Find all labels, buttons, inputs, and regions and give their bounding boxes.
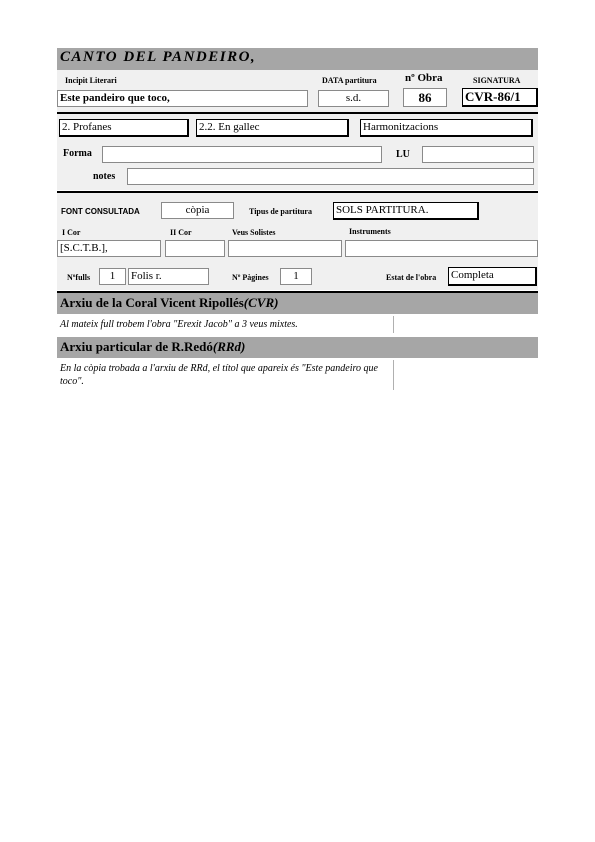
tipus-field[interactable]: SOLS PARTITURA. (333, 202, 479, 220)
lu-field[interactable] (422, 146, 534, 163)
forma-field[interactable] (102, 146, 382, 163)
font-consultada-field[interactable]: còpia (161, 202, 234, 219)
icor-field[interactable]: [S.C.T.B.], (57, 240, 161, 257)
forma-label: Forma (63, 148, 92, 159)
estat-field[interactable]: Completa (448, 267, 537, 286)
instruments-field[interactable] (345, 240, 538, 257)
archive-cvr-note: Al mateix full trobem l'obra "Erexit Jacob" a 3 veus mixtes. (60, 319, 298, 330)
archive-rrd-code: (RRd) (212, 339, 246, 354)
npag-field[interactable]: 1 (280, 268, 312, 285)
font-consultada-label: FONT CONSULTADA (61, 207, 140, 216)
archive-cvr-name: Arxiu de la Coral Vicent Ripollés (60, 295, 244, 310)
archive-rrd-divider (393, 360, 394, 390)
incipit-label: Incipit Literari (65, 76, 117, 85)
archive-rrd-note: En la còpia trobada a l'arxiu de RRd, el títol que apareix és "Este pandeiro que toco". (60, 363, 378, 387)
notes-field[interactable] (127, 168, 534, 185)
icor-label: I Cor (62, 228, 81, 237)
veus-field[interactable] (228, 240, 342, 257)
veus-label: Veus Solistes (232, 228, 276, 237)
incipit-field[interactable]: Este pandeiro que toco, (57, 90, 308, 107)
obra-label: nº Obra (405, 72, 443, 84)
category-3-field[interactable]: Harmonitzacions (360, 119, 533, 137)
signatura-field[interactable]: CVR-86/1 (462, 88, 538, 107)
data-label: DATA partitura (322, 76, 377, 85)
folis-field[interactable]: Folis r. (128, 268, 209, 285)
npag-label: Nº Pàgines (232, 273, 269, 282)
archive-cvr-code: (CVR) (243, 295, 279, 310)
estat-label: Estat de l'obra (386, 273, 437, 282)
nfulls-label: Nºfulls (67, 273, 91, 282)
tipus-label: Tipus de partitura (249, 207, 312, 216)
archive-cvr-title (60, 295, 278, 311)
iicor-field[interactable] (165, 240, 225, 257)
obra-field[interactable]: 86 (403, 88, 447, 107)
signatura-label: SIGNATURA (473, 76, 521, 85)
instruments-label: Instruments (349, 227, 391, 236)
archive-rrd-name: Arxiu particular de R.Redó (60, 339, 213, 354)
notes-label: notes (93, 171, 116, 182)
work-title: CANTO DEL PANDEIRO, (60, 49, 257, 65)
lu-label: LU (396, 149, 410, 160)
category-2-field[interactable]: 2.2. En gallec (196, 119, 349, 137)
archive-cvr-divider (393, 316, 394, 333)
nfulls-field[interactable]: 1 (99, 268, 126, 285)
data-field[interactable]: s.d. (318, 90, 389, 107)
iicor-label: II Cor (170, 228, 192, 237)
category-1-field[interactable]: 2. Profanes (59, 119, 189, 137)
archive-rrd-title (60, 339, 245, 355)
